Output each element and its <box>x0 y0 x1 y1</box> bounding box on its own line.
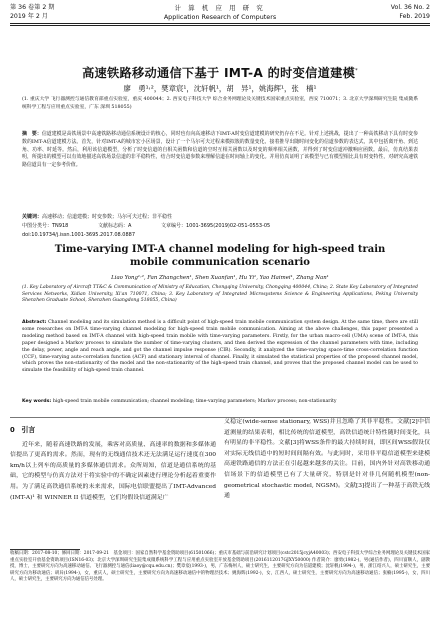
classification-line <box>22 223 418 231</box>
abstract-en <box>22 320 418 375</box>
intro-paragraph-right: 义稳定(wide-sense stationary, WSS)并且忽略了其非平稳性。文献[2]中信道测量的结果表明，相比传统的信道模型，高铁信道统计特性随时间变化，具有明显的非平稳性。文献[3]将WSS条件的最大持续时间，即区间WSS假设仅对实际无线信道中的短时间间隔有效。与此同时，采用非平稳信道模型来建模高速铁路通信的方法正在引起越来越多的关注。目前，国内外针对高铁移动通信场景下的信道模型已有了大量研究，特别是针对非几何随机模型(non-geometrical stochastic model, NGSM)。文献[3]提出了一种基于高铁无线通 <box>224 419 430 500</box>
date-cn: 2019 年 2 月 <box>10 12 48 20</box>
footnote-rule <box>10 549 80 550</box>
journal-issue-cn <box>10 4 54 21</box>
body-column-left <box>10 425 216 503</box>
keywords-cn-label: 关键词： <box>22 214 43 220</box>
keywords-en-label: Key words: <box>22 399 52 404</box>
abstract-cn-text: 信道建模是高铁场景中高速铁路移动通信系统设计的核心，同时也有向高速移动下IMT-A时变信道建模的研究仍存在不足。针对上述挑战，提出了一种高铁移动下具有时变参数的IMT-A信道建模方法。首先，针对IMT-A的城市宏小区场景，设计了一个马尔可夫过程来模拟簇的数量变化，接着推导出随时间变化的信道参数的表达式，其中包括离开角、到达角、功率、时延等。然后，利用该信道模型，分析了时变信道的自相关函数和信道的空时互相关函数以及时变的频率相关函数，并得到了时变信道冲激响应函数。最后，仿真结果表明，所提出的模型可以有效地描述高铁场景信道的非平稳特性，结合时变信道参数来理解信道在时间轴上的变化。并用仿真证明了该模型与已有模型相比具有时变特性，对研究高速铁路信道具有一定参考价值。 <box>22 131 418 169</box>
affiliations-en: (1. Key Laboratory of Aircraft TT&C & Communication of Ministry of Education, Chongqing University, Chongqing 400044, China; 2. State Key Laboratory of Integrated Services Networks, Xidian University, Xi'an 710071, China; 3. Key Laboratory of Integrated Microsystems Science & Engineering Applications, Peking University Shenzhen Graduate School, Shenzhen Guangdong 518055, China) <box>22 285 418 304</box>
volume-issue-en: Vol. 36 No. 2 <box>390 4 430 11</box>
keywords-en-text: high-speed train mobile communication; channel modeling; time-varying parameters; Markov process; non-stationarity <box>52 399 337 404</box>
abstract-cn-label: 摘 要： <box>22 131 42 137</box>
abstract-en-label: Abstract: <box>22 320 47 325</box>
keywords-en <box>22 399 418 406</box>
footnote: 收稿日期：2017-08-10；修回日期：2017-09-21 基金项目：国家自然科学基金资助项目(61501066)；重庆市基础与前沿研究计划项目(cstc2015jcyjA40003)；西安电子科技大学综合业务网理论及关键技术国家重点实验室开放基金资助项目(ISN16-03)；北京大学深圳研究生院集成微系统科学工程与应用重点实验室开放基金资助项目(2016112017GJXY50000) 作者简介：廖勇(1982-)，男(通信作者)，四川富顺人，副教授，博士，主要研究方向为高速移动通信、飞行器测控与通信(liaoy@cqu.edu.cn)；樊章宸(1993-)，男，广东梅州人，硕士研究生，主要研究方向为信道建模；沈轩帆(1994-)，男，浙江绍兴人，硕士研究生，主要研究方向为移动通信；胡异(1994-)，女，重庆人，硕士研究生，主要研究方向为高速移动通信中的物理层技术；姚海辉(1992-)，女，江西人，硕士研究生，主要研究方向为高速移动通信；张楠(1995-)，女，四川人，硕士研究生，主要研究方向为通信信号处理。 <box>10 551 430 583</box>
document-code: 文献标志码：A <box>97 223 132 229</box>
volume-issue-cn: 第 36 卷第 2 期 <box>10 4 55 11</box>
section-heading-intro: 0 引言 <box>10 426 36 434</box>
doi: doi:10.19734/j.issn.1001-3695.2017.08.0887 <box>22 232 136 238</box>
keywords-cn <box>22 214 418 222</box>
article-number: 文章编号：1001-3695(2019)02-051-0553-05 <box>160 223 271 229</box>
header-rule-thin <box>10 25 430 26</box>
title-en: Time-varying IMT-A channel modeling for high-speed train mobile communication scenario <box>54 244 386 268</box>
intro-paragraph-left: 近年来，随着高速铁路的发展，乘客对高质量、高速率的数据和多媒体通信提出了更高的需求。然而，现有的无线通信技术还无法满足运行速度在300 km/h以上列车的高质量的多媒体通信需求。众所周知，信道是通信系统的基础，它的模型与仿真方法对于将实验中的不确定因素进行理论分析起着重要作用。为了满足高铁通信系统的未来需求，国际电信联盟提出了IMT-Advanced (IMT-A)¹ 和 WINNER II 信道模型，它们均假设信道满足广 <box>10 441 216 501</box>
title-cn <box>10 64 430 81</box>
authors-en: Liao Yong¹˒², Fan Zhangchen¹, Shen Xuanfan¹, Hu Yi¹, Yao Haimei¹, Zhang Nan¹ <box>111 275 329 281</box>
affiliations-cn: (1. 重庆大学 飞行器测控与通信教育部重点实验室，重庆 400044；2. 西安电子科技大学 综合业务网理论及关键技术国家重点实验室，西安 710071；3. 北京大学深圳研究生院 集成微系统科学工程与应用重点实验室，广东 深圳 518055) <box>22 97 418 110</box>
abstract-cn <box>22 131 418 170</box>
body-column-right <box>224 417 430 502</box>
journal-name-en: Application Research of Computers <box>163 12 277 21</box>
clc-number: 中图分类号：TN918 <box>22 223 69 229</box>
date-en: Feb. 2019 <box>399 12 430 20</box>
journal-name-cn: 计 算 机 应 用 研 究 <box>174 4 266 12</box>
abstract-en-text: Channel modeling and its simulation method is a difficult point of high-speed train mobile communication system design. At the same time, there are still some researches on IMT-A time-varying channel modeling for high-speed train mobile communication. Aiming at the above challenges, this paper presented a modeling method based on IMT-A channel with high-speed train mobile with time-varying parameters. Firstly, for the urban macro-cell (UMA) scene of IMT-A, this paper designed a Markov process to simulate the number of time-varying clusters, and then derived the expression of the channel parameters with time, including the delay, power, angle and reach angle, and got the channel impulse response (CIR). Secondly, it analyzed the time-varying space-time cross-correlation function (CCF), time-varying auto-correlation function (ACF) and stationary interval of channel. Finally, it simulated the statistical properties of the proposed channel model, which proves the non-stationarity of the model and the non-stationarity of the high-speed train channel, and proves that the proposed channel model can be used to simulate the feasibility of high-speed train channel. <box>22 320 418 374</box>
journal-name <box>130 4 310 21</box>
authors-cn: 廖 勇¹˒²，樊章宸¹，沈轩帆¹，胡 异¹，姚海辉¹，张 楠¹ <box>123 84 317 93</box>
journal-issue-en <box>391 4 430 21</box>
title-cn-text: 高速铁路移动通信下基于 IMT-A 的时变信道建模 <box>82 66 356 80</box>
keywords-cn-text: 高速移动；信道建模；时变参数；马尔可夫过程；非平稳性 <box>42 214 173 220</box>
title-footnote-mark: * <box>355 67 358 74</box>
